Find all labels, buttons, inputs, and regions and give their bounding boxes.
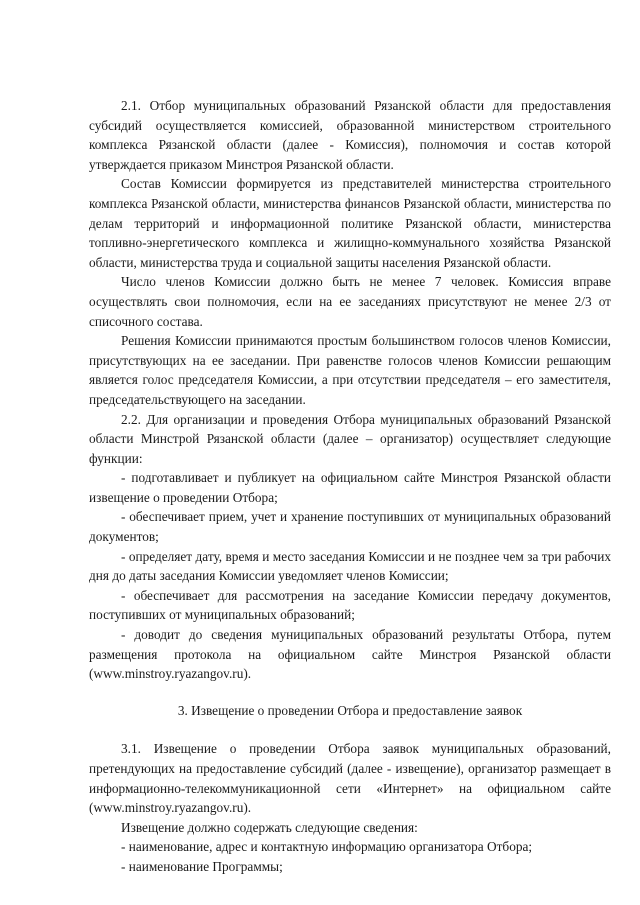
list-item-set-meeting: - определяет дату, время и место заседания Комиссии и не позднее чем за три рабочих дня до даты заседания Комиссии уведомляет членов Комиссии; (89, 548, 611, 584)
list-item-program-name: - наименование Программы; (121, 858, 283, 874)
list-item-transfer-documents: - обеспечивает для рассмотрения на заседание Комиссии передачу документов, поступивших от муниципальных образований; (89, 587, 611, 623)
list-item-communicate-results: - доводит до сведения муниципальных образований результаты Отбора, путем размещения протокола на официальном сайте Минстроя Рязанской области (www.minstroy.ryazangov.ru). (89, 627, 611, 682)
section-heading-3: 3. Извещение о проведении Отбора и предоставление заявок (177, 702, 523, 718)
list-item-publish-notice: - подготавливает и публикует на официальном сайте Минстроя Рязанской области извещение о проведении Отбора; (89, 470, 611, 505)
paragraph-commission-composition: Состав Комиссии формируется из представителей министерства строительного комплекса Рязанской области, министерства финансов Рязанской области, министерства по делам территорий и информационной политике Рязанской области, министерства топливно-энергетического комплекса и жилищно-коммунального хозяйства Рязанской области, министерства труда и социальной защиты населения Рязанской области. (89, 176, 611, 270)
paragraph-commission-size: Число членов Комиссии должно быть не менее 7 человек. Комиссия вправе осуществлять свои полномочия, если на ее заседаниях присутствуют не менее 2/3 от списочного состава. (89, 274, 611, 329)
paragraph-2-1: 2.1. Отбор муниципальных образований Рязанской области для предоставления субсидий осуществляется комиссией, образованной министерством строительного комплекса Рязанской области (далее - Комиссия), полномочия и состав которой утверждается приказом Минстроя Рязанской области. (89, 98, 611, 172)
document-body (89, 96, 611, 877)
list-item-accept-documents: - обеспечивает прием, учет и хранение поступивших от муниципальных образований документов; (89, 509, 611, 545)
paragraph-3-1: 3.1. Извещение о проведении Отбора заявок муниципальных образований, претендующих на предоставление субсидий (далее - извещение), организатор размещает в информационно-телекоммуникационной сети «Интернет» на официальном сайте (www.minstroy.ryazangov.ru). (89, 741, 611, 816)
paragraph-notice-contents-intro: Извещение должно содержать следующие сведения: (121, 819, 418, 835)
paragraph-commission-decisions: Решения Комиссии принимаются простым большинством голосов членов Комиссии, присутствующих на ее заседании. При равенстве голосов членов Комиссии решающим является голос председателя Комиссии, а при отсутствии председателя – его заместителя, председательствующего на заседании. (89, 333, 611, 407)
paragraph-2-2: 2.2. Для организации и проведения Отбора муниципальных образований Рязанской области Минстрой Рязанской области (далее – организатор) осуществляет следующие функции: (89, 411, 611, 466)
list-item-organizer-info: - наименование, адрес и контактную информацию организатора Отбора; (121, 839, 533, 855)
